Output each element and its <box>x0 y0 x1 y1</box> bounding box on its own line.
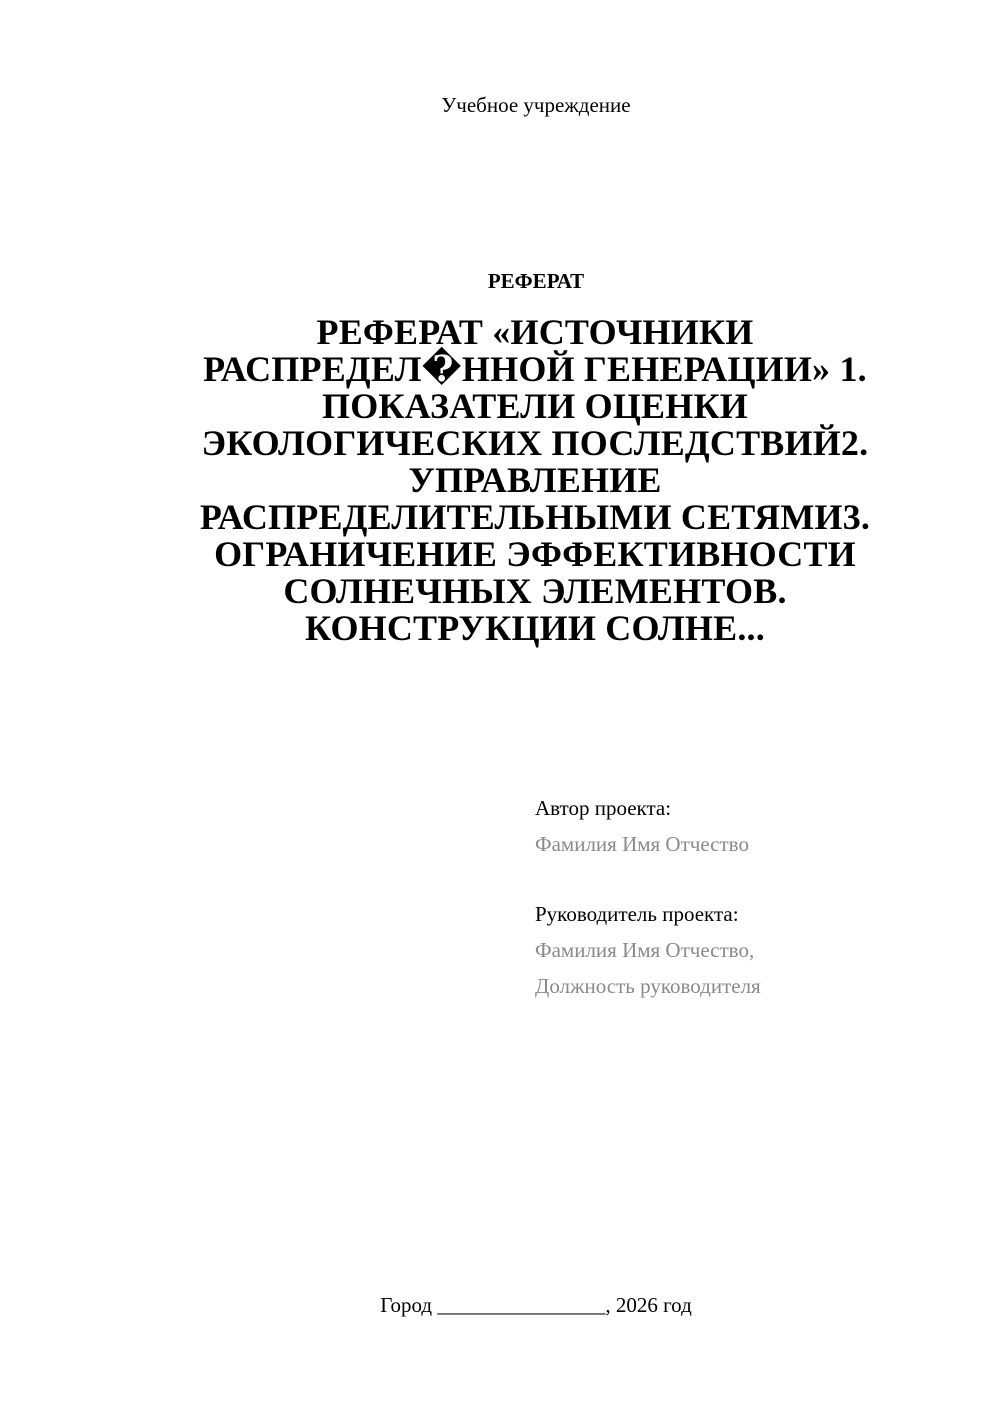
supervisor-name: Фамилия Имя Отчество, <box>535 938 755 962</box>
document-title: РЕФЕРАТ «ИСТОЧНИКИ РАСПРЕДЕЛ�ННОЙ ГЕНЕРАЦИИ» 1. ПОКАЗАТЕЛИ ОЦЕНКИ ЭКОЛОГИЧЕСКИХ ПОСЛЕДСТВИЙ2. УПРАВЛЕНИЕ РАСПРЕДЕЛИТЕЛЬНЫМИ СЕТЯМИ3. ОГРАНИЧЕНИЕ ЭФФЕКТИВНОСТИ СОЛНЕЧНЫХ ЭЛЕМЕНТОВ. КОНСТРУКЦИИ СОЛНЕ... <box>199 312 871 648</box>
author-block <box>535 790 955 1004</box>
city-year-line: Город ________________, 2026 год <box>380 1293 692 1317</box>
author-name: Фамилия Имя Отчество <box>535 832 749 856</box>
supervisor-position: Должность руководителя <box>535 974 761 998</box>
author-label: Автор проекта: <box>535 796 672 820</box>
document-type: РЕФЕРАТ <box>487 269 585 293</box>
supervisor-label: Руководитель проекта: <box>535 902 739 926</box>
author-block-spacer <box>535 862 955 896</box>
institution-name: Учебное учреждение <box>441 93 631 117</box>
